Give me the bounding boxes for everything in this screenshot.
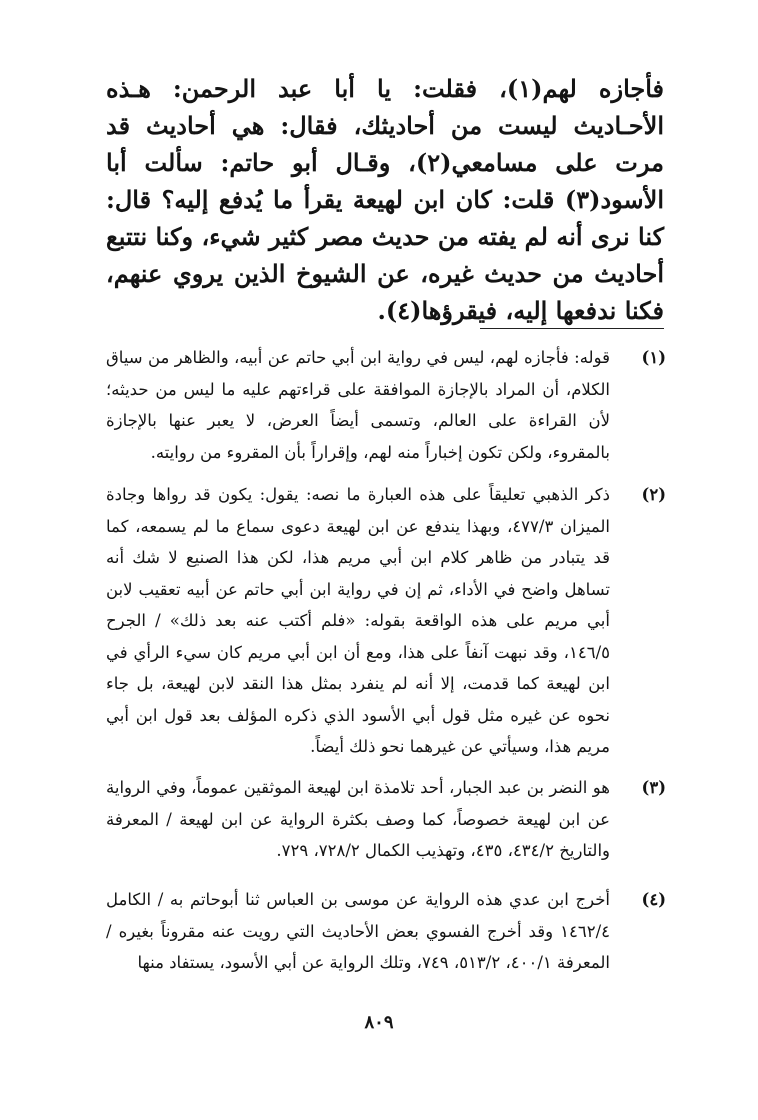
main-text-block [106,70,664,329]
footnote-number: (٣) [641,778,666,797]
footnote-separator [480,328,664,329]
footnote-1 [106,342,666,479]
footnote-number: (٤) [641,890,666,909]
footnote-number: (٢) [641,485,666,504]
footnote-3 [106,772,666,884]
page-number: ٨٠٩ [364,1012,394,1033]
main-paragraph: فأجازه لهم(١)، فقلت: يا أبا عبد الرحمن: هـذه الأحـاديث ليست من أحاديثك، فقال: هي أحاديث قد مرت على مسامعي(٢)، وقـال أبو حاتم: سألت أبا الأسود(٣) قلت: كان ابن لهيعة يقرأ ما يُدفع إليه؟ قال: كنا نرى أنه لم يفته من حديث مصر كثير شيء، وكنا نتتبع أحاديث من حديث غيره، عن الشيوخ الذين يروي عنهم، فكنا ندفعها إليه، فيقرؤها(٤). [106,74,665,325]
footnotes [106,342,666,982]
footnote-text: قوله: فأجازه لهم، ليس في رواية ابن أبي حاتم عن أبيه، والظاهر من سياق الكلام، أن المراد بالإجازة الموافقة على قراءتهم عليه ما ليس من حديثه؛ لأن القراءة على العالم، وتسمى أيضاً العرض، لا يعبر عنها بالإجازة بالمقروء، ولكن تكون إخباراً منه لهم، وإقراراً بأن المقروء من روايته. [106,348,610,462]
footnote-2 [106,479,666,772]
footnote-text: هو النضر بن عبد الجبار، أحد تلامذة ابن لهيعة الموثقين عموماً، وفي الرواية عن ابن لهيعة خصوصاً، كما وصف بكثرة الرواية عن ابن لهيعة / المعرفة والتاريخ ٤٣٤/٢، ٤٣٥، وتهذيب الكمال ٧٢٨/٢، ٧٢٩. [106,778,610,860]
footnote-number: (١) [641,348,666,367]
footnote-text: ذكر الذهبي تعليقاً على هذه العبارة ما نصه: يقول: يكون قد رواها وجادة الميزان ٤٧٧/٣، وبهذا يندفع عن ابن لهيعة دعوى سماع ما لم يسمعه، كما قد يتبادر من ظاهر كلام ابن أبي مريم هذا، لكن هذا الصنيع لا شك أنه تساهل واضح في الأداء، ثم إن في رواية ابن أبي حاتم عن أبيه تعقيب لابن أبي مريم على هذه الواقعة بقوله: «فلم أكتب عنه بعد ذلك» / الجرح ١٤٦/٥، وقد نبهت آنفاً على هذا، ومع أن ابن أبي مريم كان سيء الرأي في ابن لهيعة كما قدمت، إلا أنه لم ينفرد بمثل هذا النقد لابن لهيعة، بل جاء نحوه عن غيره مثل قول أبي الأسود الذي ذكره المؤلف بعد قول ابن أبي مريم هذا، وسيأتي عن غيرهما نحو ذلك أيضاً. [106,485,610,756]
footnote-4 [106,884,666,982]
footnote-text: أخرج ابن عدي هذه الرواية عن موسى بن العباس ثنا أبوحاتم به / الكامل ١٤٦٢/٤ وقد أخرج الفسوي بعض الأحاديث التي رويت عنه مقروناً بغيره / المعرفة ٤٠٠/١، ٥١٣/٢، ٧٤٩، وتلك الرواية عن أبي الأسود، يستفاد منها [106,890,610,972]
